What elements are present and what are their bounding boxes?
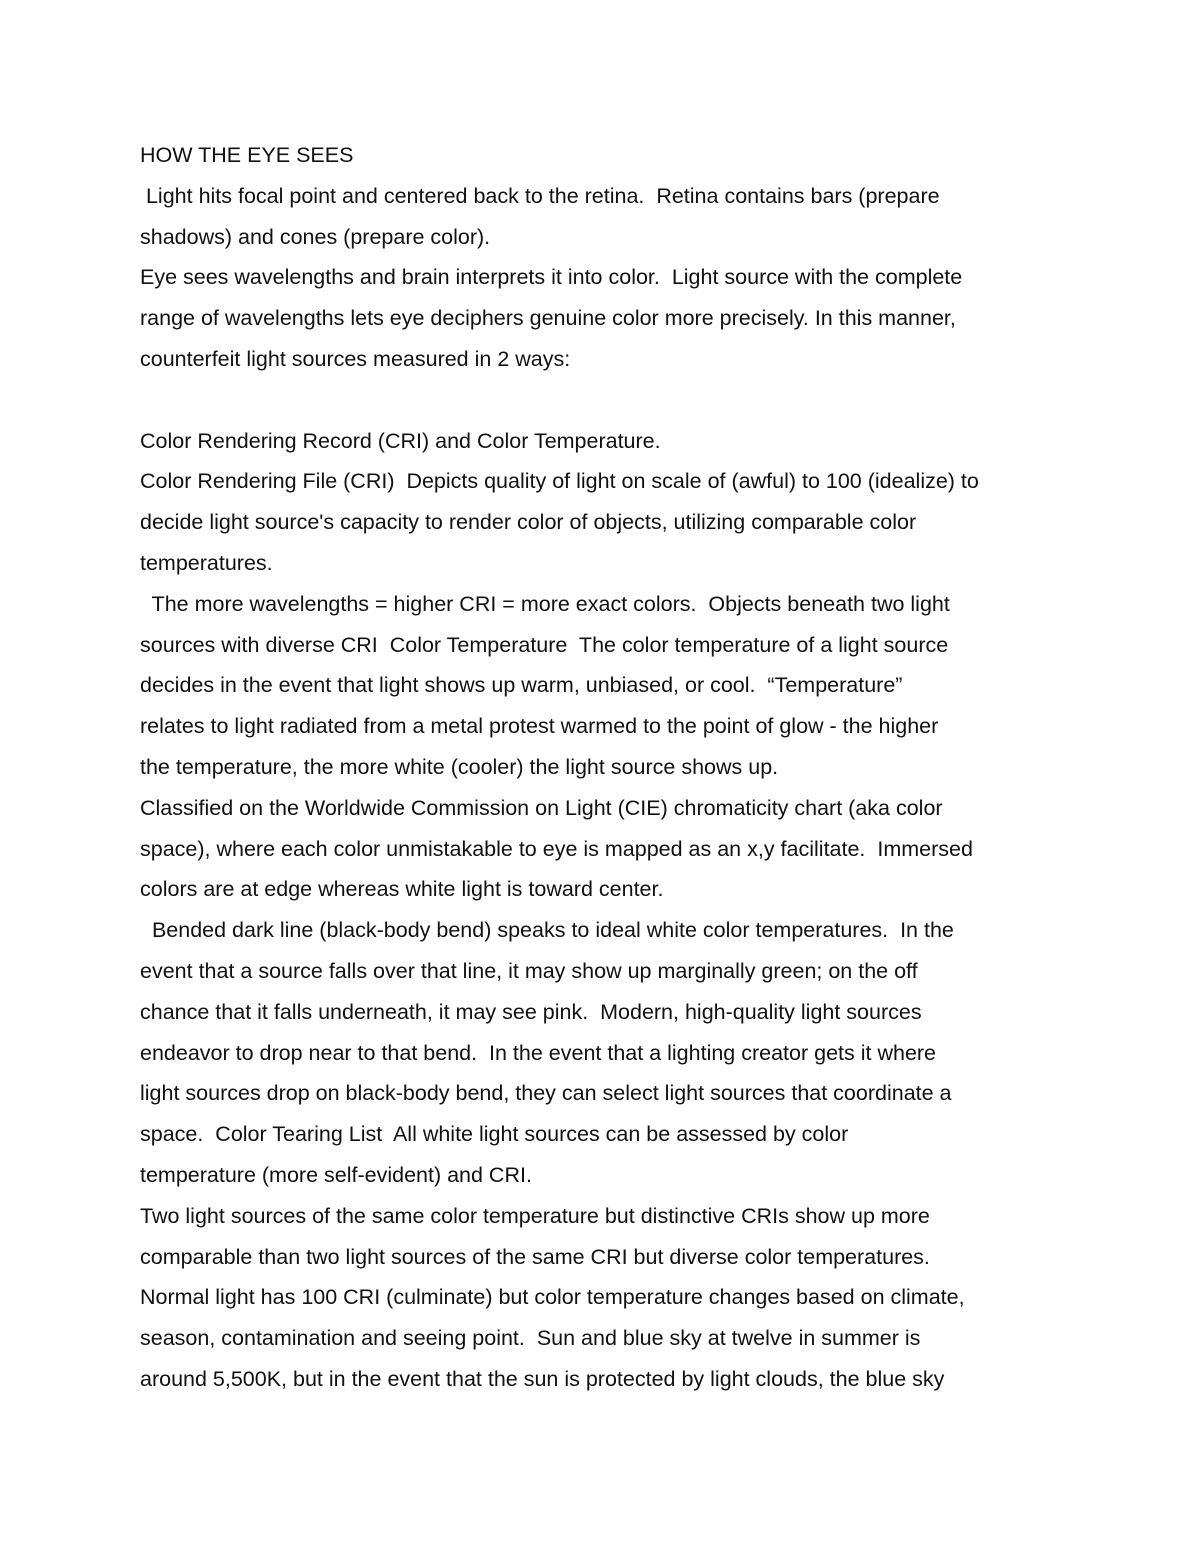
- text-line: light sources drop on black-body bend, they can select light sources that coordinate a: [140, 1081, 952, 1106]
- text-line: shadows) and cones (prepare color).: [140, 224, 491, 249]
- text-line: decides in the event that light shows up warm, unbiased, or cool. “Temperature”: [140, 673, 903, 698]
- text-line: Two light sources of the same color temperature but distinctive CRIs show up more: [140, 1203, 930, 1228]
- blank-line: [140, 380, 1080, 421]
- document-heading: HOW THE EYE SEES: [140, 143, 354, 167]
- text-line: temperatures.: [140, 550, 273, 575]
- text-line: counterfeit light sources measured in 2 ways:: [140, 346, 571, 371]
- text-line: chance that it falls underneath, it may see pink. Modern, high-quality light sources: [140, 999, 922, 1024]
- text-line: Classified on the Worldwide Commission on Light (CIE) chromaticity chart (aka color: [140, 795, 943, 820]
- text-line: relates to light radiated from a metal protest warmed to the point of glow - the higher: [140, 714, 939, 739]
- text-line: event that a source falls over that line, it may show up marginally green; on the off: [140, 958, 918, 983]
- text-line: Bended dark line (black-body bend) speaks to ideal white color temperatures. In the: [140, 918, 954, 943]
- text-line: range of wavelengths lets eye deciphers genuine color more precisely. In this manner,: [140, 306, 956, 331]
- text-line: space. Color Tearing List All white light sources can be assessed by color: [140, 1122, 849, 1147]
- text-line: comparable than two light sources of the same CRI but diverse color temperatures.: [140, 1244, 930, 1269]
- text-line: around 5,500K, but in the event that the sun is protected by light clouds, the blue sky: [140, 1366, 945, 1391]
- text-line: decide light source's capacity to render color of objects, utilizing comparable color: [140, 510, 917, 535]
- text-line: the temperature, the more white (cooler) the light source shows up.: [140, 754, 779, 779]
- text-line: Light hits focal point and centered back to the retina. Retina contains bars (prepare: [140, 183, 940, 208]
- text-line: Color Rendering Record (CRI) and Color Temperature.: [140, 428, 661, 453]
- text-line: Color Rendering File (CRI) Depicts quality of light on scale of (awful) to 100 (idealize) to: [140, 469, 979, 494]
- text-line: season, contamination and seeing point. Sun and blue sky at twelve in summer is: [140, 1326, 921, 1351]
- text-line: sources with diverse CRI Color Temperature The color temperature of a light source: [140, 632, 949, 657]
- text-line: The more wavelengths = higher CRI = more exact colors. Objects beneath two light: [140, 591, 950, 616]
- text-line: colors are at edge whereas white light is toward center.: [140, 877, 664, 902]
- text-line: endeavor to drop near to that bend. In the event that a lighting creator gets it where: [140, 1040, 937, 1065]
- text-line: Normal light has 100 CRI (culminate) but color temperature changes based on climate,: [140, 1285, 965, 1310]
- text-line: space), where each color unmistakable to eye is mapped as an x,y facilitate. Immersed: [140, 836, 973, 861]
- text-line: temperature (more self-evident) and CRI.: [140, 1162, 532, 1187]
- text-line: Eye sees wavelengths and brain interprets it into color. Light source with the complete: [140, 265, 963, 290]
- document-body: [140, 135, 1080, 1400]
